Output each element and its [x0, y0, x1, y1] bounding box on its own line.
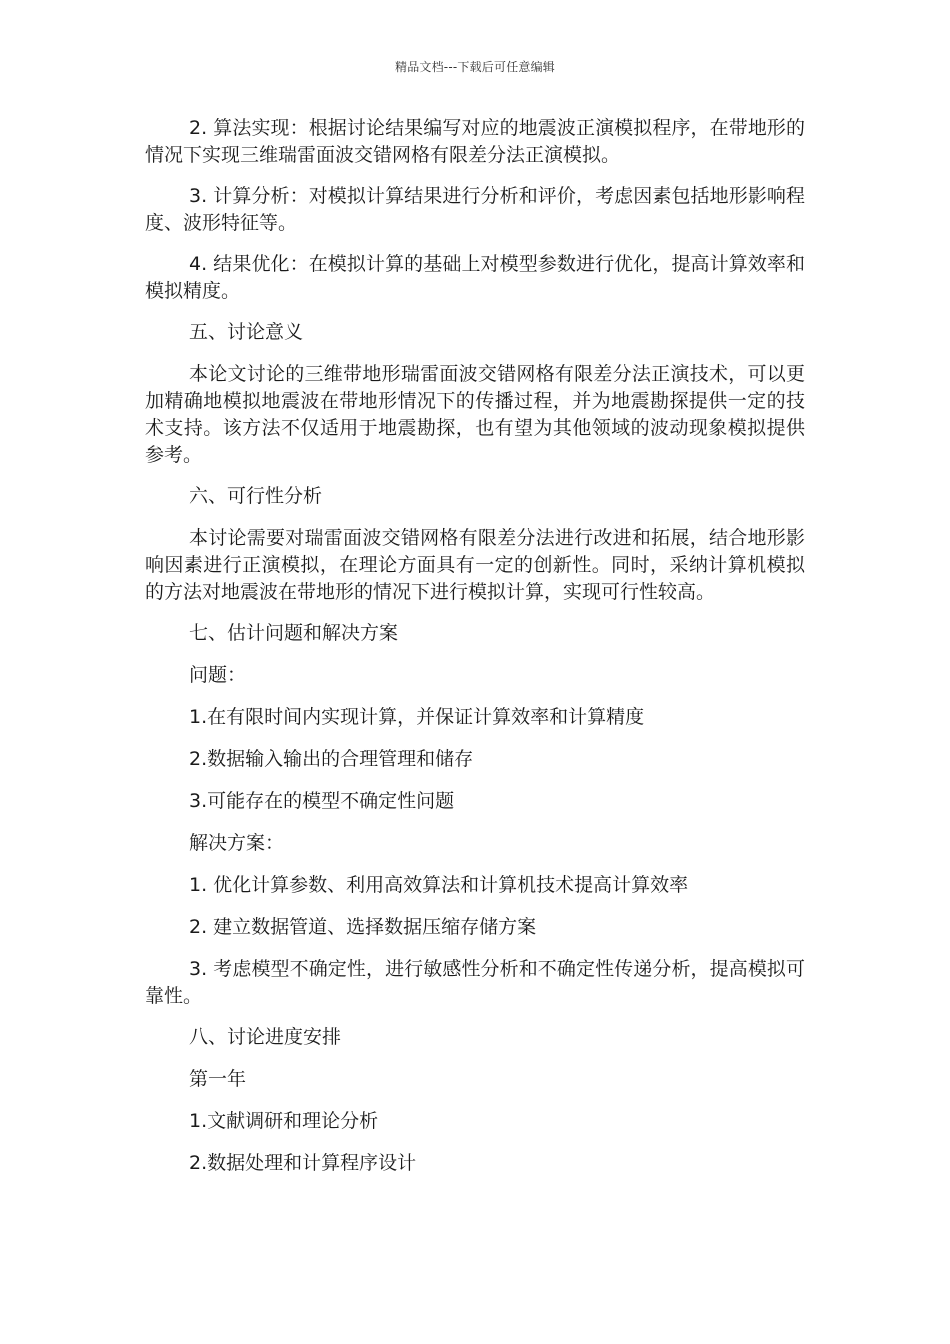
- schedule-item-2: 2.数据处理和计算程序设计: [189, 1152, 417, 1174]
- paragraph-result-optimization: 4. 结果优化：在模拟计算的基础上对模型参数进行优化，提高计算效率和模拟精度。: [145, 253, 805, 302]
- schedule-item-1: 1.文献调研和理论分析: [189, 1110, 379, 1132]
- section-heading-problems-solutions: 七、估计问题和解决方案: [189, 622, 399, 644]
- schedule-year-label: 第一年: [189, 1068, 247, 1090]
- paragraph-significance: 本论文讨论的三维带地形瑞雷面波交错网格有限差分法正演技术，可以更加精确地模拟地震波在带地形情况下的传播过程，并为地震勘探提供一定的技术支持。该方法不仅适用于地震勘探，也有望为其他领域的波动现象模拟提供参考。: [145, 363, 805, 466]
- problem-item-2: 2.数据输入输出的合理管理和储存: [189, 748, 474, 770]
- solution-item-2: 2. 建立数据管道、选择数据压缩存储方案: [189, 916, 537, 938]
- solutions-label: 解决方案：: [189, 832, 285, 854]
- page-header: 精品文档---下载后可任意编辑: [395, 60, 555, 74]
- paragraph-feasibility: 本讨论需要对瑞雷面波交错网格有限差分法进行改进和拓展，结合地形影响因素进行正演模拟，在理论方面具有一定的创新性。同时，采纳计算机模拟的方法对地震波在带地形的情况下进行模拟计算，实现可行性较高。: [145, 527, 805, 603]
- solution-item-3: 3. 考虑模型不确定性，进行敏感性分析和不确定性传递分析，提高模拟可靠性。: [145, 958, 805, 1007]
- section-heading-schedule: 八、讨论进度安排: [189, 1026, 342, 1048]
- paragraph-computation-analysis: 3. 计算分析：对模拟计算结果进行分析和评价，考虑因素包括地形影响程度、波形特征等。: [145, 185, 805, 234]
- problems-label: 问题：: [189, 664, 247, 686]
- section-heading-significance: 五、讨论意义: [189, 321, 304, 343]
- document-body: [145, 115, 805, 1192]
- problem-item-3: 3.可能存在的模型不确定性问题: [189, 790, 455, 812]
- section-heading-feasibility: 六、可行性分析: [189, 485, 323, 507]
- problem-item-1: 1.在有限时间内实现计算，并保证计算效率和计算精度: [189, 706, 645, 728]
- solution-item-1: 1. 优化计算参数、利用高效算法和计算机技术提高计算效率: [189, 874, 689, 896]
- paragraph-algorithm-implementation: 2. 算法实现：根据讨论结果编写对应的地震波正演模拟程序，在带地形的情况下实现三维瑞雷面波交错网格有限差分法正演模拟。: [145, 117, 805, 166]
